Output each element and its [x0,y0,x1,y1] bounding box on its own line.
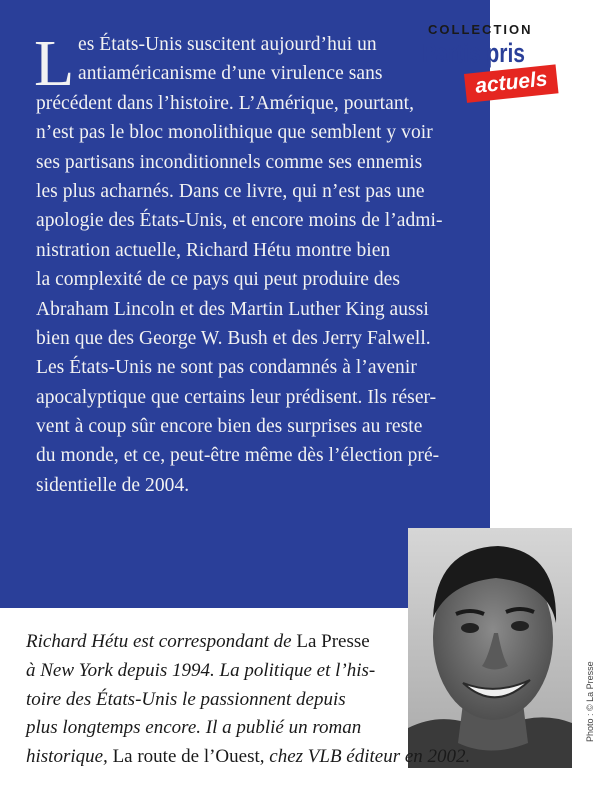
summary-line: es États-Unis suscitent aujourd’hui un [78,34,377,55]
summary-line: Abraham Lincoln et des Martin Luther King aussi [36,298,429,320]
summary-line: apologie des États-Unis, et encore moins de l’admi- [36,210,443,232]
logo-partis-pris: Partis pris [422,38,526,68]
bio-text: chez VLB éditeur en 2002. [264,746,471,768]
bio-line: plus longtemps encore. Il a publié un roman [26,717,362,739]
logo-actuels-badge: actuels [464,64,559,102]
summary-line: sidentielle de 2004. [36,474,190,496]
author-photo [408,528,572,768]
summary-line: du monde, et ce, peut-être même dès l’élection pré- [36,445,440,467]
summary-line: Les États-Unis ne sont pas condamnés à l’avenir [36,357,417,379]
summary-line: nistration actuelle, Richard Hétu montre bien [36,239,391,261]
summary-line: n’est pas le bloc monolithique que semblent y voir [36,122,433,144]
bio-line: à New York depuis 1994. La politique et l’his- [26,659,376,681]
bio-novel-title: La route de l’Ouest, [112,746,265,768]
summary-line: apocalyptique que certains leur prédisent. Ils réser- [36,386,437,408]
logo-collection-label: COLLECTION [428,22,533,37]
summary-line: précédent dans l’histoire. L’Amérique, pourtant, [36,92,415,114]
summary-line: ses partisans inconditionnels comme ses ennemis [36,151,423,173]
summary-line: bien que des George W. Bush et des Jerry Falwell. [36,327,431,349]
summary-line: vent à coup sûr encore bien des surprises au reste [36,416,423,438]
summary-paragraph [34,27,476,500]
bio-text: historique, [26,746,113,768]
bio-line [26,743,471,772]
bio-text: Richard Hétu est correspondant de [26,631,297,652]
photo-credit: Photo : © La Presse [585,661,595,742]
author-bio [26,628,471,772]
summary-line: les plus acharnés. Dans ce livre, qui n’est pas une [36,180,425,202]
summary-line: antiaméricanisme d’une virulence sans [78,63,383,85]
bio-line [26,628,406,657]
bio-line: toire des États-Unis le passionnent depuis [26,688,346,710]
bio-newspaper-title: La Presse [296,631,370,652]
drop-cap: L [34,27,75,100]
author-portrait-illustration [408,528,572,768]
summary-line: la complexité de ce pays qui peut produire des [36,269,401,291]
